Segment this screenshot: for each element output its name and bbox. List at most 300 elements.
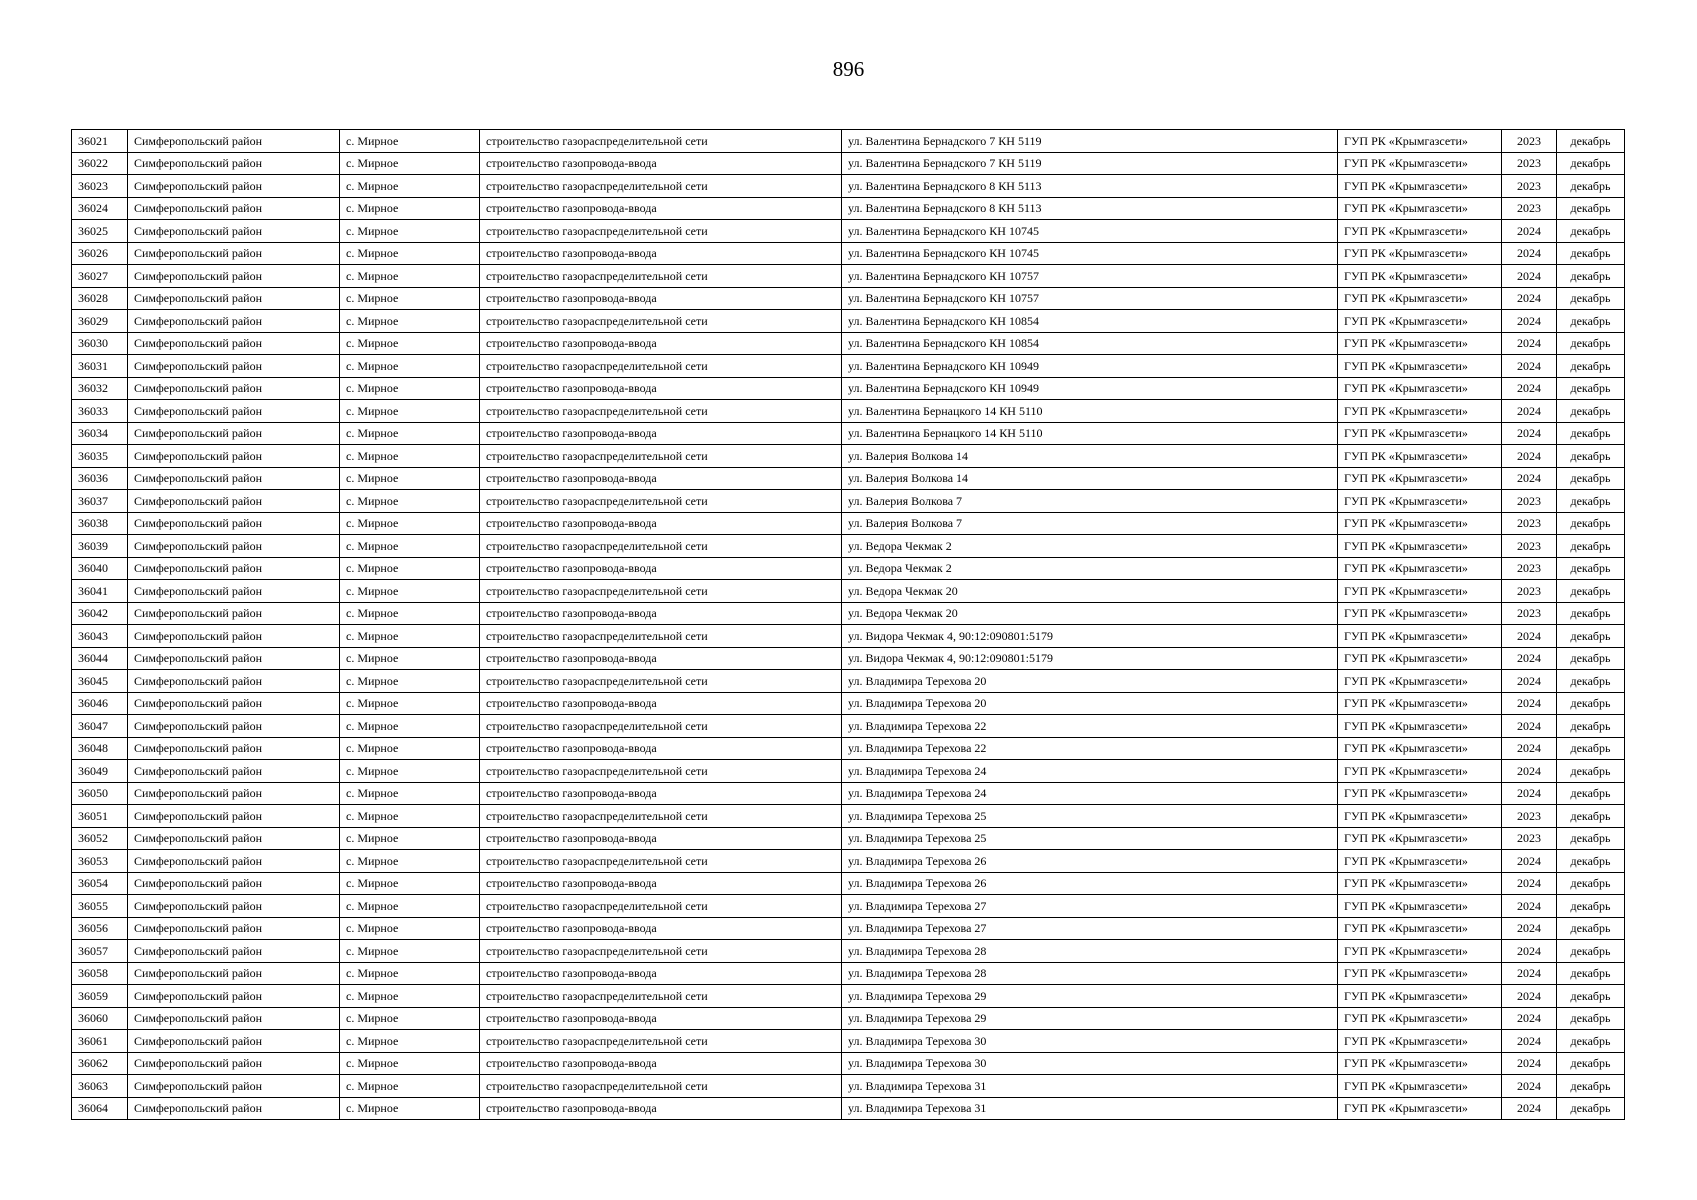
- organization-cell: ГУП РК «Крымгазсети»: [1338, 1007, 1502, 1030]
- year-cell: 2023: [1502, 512, 1557, 535]
- organization-cell: ГУП РК «Крымгазсети»: [1338, 827, 1502, 850]
- year-cell: 2023: [1502, 805, 1557, 828]
- district-cell: Симферопольский район: [128, 355, 340, 378]
- district-cell: Симферопольский район: [128, 265, 340, 288]
- table-row: [72, 917, 1625, 940]
- organization-cell: ГУП РК «Крымгазсети»: [1338, 895, 1502, 918]
- work-type-cell: строительство газораспределительной сети: [480, 175, 842, 198]
- organization-cell: ГУП РК «Крымгазсети»: [1338, 760, 1502, 783]
- district-cell: Симферопольский район: [128, 1030, 340, 1053]
- table-body: [72, 130, 1625, 1120]
- work-type-cell: строительство газораспределительной сети: [480, 265, 842, 288]
- district-cell: Симферопольский район: [128, 850, 340, 873]
- row-id: 36045: [72, 670, 128, 693]
- work-type-cell: строительство газопровода-ввода: [480, 377, 842, 400]
- organization-cell: ГУП РК «Крымгазсети»: [1338, 332, 1502, 355]
- address-cell: ул. Владимира Терехова 24: [842, 782, 1338, 805]
- year-cell: 2024: [1502, 715, 1557, 738]
- year-cell: 2023: [1502, 197, 1557, 220]
- district-cell: Симферопольский район: [128, 197, 340, 220]
- settlement-cell: с. Мирное: [340, 400, 480, 423]
- row-id: 36035: [72, 445, 128, 468]
- settlement-cell: с. Мирное: [340, 1052, 480, 1075]
- organization-cell: ГУП РК «Крымгазсети»: [1338, 602, 1502, 625]
- organization-cell: ГУП РК «Крымгазсети»: [1338, 647, 1502, 670]
- organization-cell: ГУП РК «Крымгазсети»: [1338, 130, 1502, 153]
- organization-cell: ГУП РК «Крымгазсети»: [1338, 850, 1502, 873]
- district-cell: Симферопольский район: [128, 535, 340, 558]
- district-cell: Симферопольский район: [128, 715, 340, 738]
- work-type-cell: строительство газораспределительной сети: [480, 535, 842, 558]
- table-row: [72, 782, 1625, 805]
- work-type-cell: строительство газораспределительной сети: [480, 850, 842, 873]
- address-cell: ул. Владимира Терехова 29: [842, 985, 1338, 1008]
- table-row: [72, 130, 1625, 153]
- row-id: 36052: [72, 827, 128, 850]
- month-cell: декабрь: [1557, 377, 1625, 400]
- table-row: [72, 985, 1625, 1008]
- row-id: 36053: [72, 850, 128, 873]
- address-cell: ул. Владимира Терехова 25: [842, 827, 1338, 850]
- district-cell: Симферопольский район: [128, 625, 340, 648]
- year-cell: 2024: [1502, 422, 1557, 445]
- table-row: [72, 1097, 1625, 1120]
- settlement-cell: с. Мирное: [340, 1097, 480, 1120]
- table-row: [72, 287, 1625, 310]
- district-cell: Симферопольский район: [128, 1052, 340, 1075]
- organization-cell: ГУП РК «Крымгазсети»: [1338, 175, 1502, 198]
- work-type-cell: строительство газопровода-ввода: [480, 1097, 842, 1120]
- row-id: 36036: [72, 467, 128, 490]
- year-cell: 2024: [1502, 332, 1557, 355]
- district-cell: Симферопольский район: [128, 692, 340, 715]
- district-cell: Симферопольский район: [128, 310, 340, 333]
- district-cell: Симферопольский район: [128, 242, 340, 265]
- settlement-cell: с. Мирное: [340, 467, 480, 490]
- year-cell: 2023: [1502, 827, 1557, 850]
- table-row: [72, 737, 1625, 760]
- table-row: [72, 1075, 1625, 1098]
- address-cell: ул. Валентина Бернацкого 14 КН 5110: [842, 400, 1338, 423]
- settlement-cell: с. Мирное: [340, 130, 480, 153]
- row-id: 36051: [72, 805, 128, 828]
- table-row: [72, 220, 1625, 243]
- year-cell: 2023: [1502, 580, 1557, 603]
- settlement-cell: с. Мирное: [340, 850, 480, 873]
- year-cell: 2024: [1502, 872, 1557, 895]
- table-row: [72, 715, 1625, 738]
- table-row: [72, 850, 1625, 873]
- work-type-cell: строительство газопровода-ввода: [480, 782, 842, 805]
- row-id: 36026: [72, 242, 128, 265]
- month-cell: декабрь: [1557, 175, 1625, 198]
- settlement-cell: с. Мирное: [340, 895, 480, 918]
- month-cell: декабрь: [1557, 557, 1625, 580]
- address-cell: ул. Владимира Терехова 25: [842, 805, 1338, 828]
- month-cell: декабрь: [1557, 895, 1625, 918]
- address-cell: ул. Владимира Терехова 22: [842, 737, 1338, 760]
- district-cell: Симферопольский район: [128, 287, 340, 310]
- month-cell: декабрь: [1557, 737, 1625, 760]
- year-cell: 2024: [1502, 355, 1557, 378]
- address-cell: ул. Ведора Чекмак 2: [842, 535, 1338, 558]
- organization-cell: ГУП РК «Крымгазсети»: [1338, 985, 1502, 1008]
- settlement-cell: с. Мирное: [340, 242, 480, 265]
- month-cell: декабрь: [1557, 152, 1625, 175]
- row-id: 36030: [72, 332, 128, 355]
- address-cell: ул. Владимира Терехова 28: [842, 940, 1338, 963]
- address-cell: ул. Владимира Терехова 27: [842, 895, 1338, 918]
- row-id: 36022: [72, 152, 128, 175]
- year-cell: 2024: [1502, 782, 1557, 805]
- row-id: 36037: [72, 490, 128, 513]
- table-row: [72, 760, 1625, 783]
- table-row: [72, 580, 1625, 603]
- settlement-cell: с. Мирное: [340, 647, 480, 670]
- year-cell: 2024: [1502, 760, 1557, 783]
- organization-cell: ГУП РК «Крымгазсети»: [1338, 670, 1502, 693]
- organization-cell: ГУП РК «Крымгазсети»: [1338, 940, 1502, 963]
- row-id: 36050: [72, 782, 128, 805]
- table-row: [72, 535, 1625, 558]
- month-cell: декабрь: [1557, 445, 1625, 468]
- settlement-cell: с. Мирное: [340, 782, 480, 805]
- table-row: [72, 805, 1625, 828]
- district-cell: Симферопольский район: [128, 940, 340, 963]
- row-id: 36044: [72, 647, 128, 670]
- year-cell: 2024: [1502, 670, 1557, 693]
- address-cell: ул. Видора Чекмак 4, 90:12:090801:5179: [842, 647, 1338, 670]
- year-cell: 2024: [1502, 1030, 1557, 1053]
- work-type-cell: строительство газопровода-ввода: [480, 197, 842, 220]
- address-cell: ул. Владимира Терехова 20: [842, 670, 1338, 693]
- table-row: [72, 467, 1625, 490]
- settlement-cell: с. Мирное: [340, 287, 480, 310]
- district-cell: Симферопольский район: [128, 827, 340, 850]
- address-cell: ул. Владимира Терехова 24: [842, 760, 1338, 783]
- settlement-cell: с. Мирное: [340, 332, 480, 355]
- district-cell: Симферопольский район: [128, 760, 340, 783]
- work-type-cell: строительство газопровода-ввода: [480, 557, 842, 580]
- month-cell: декабрь: [1557, 1007, 1625, 1030]
- district-cell: Симферопольский район: [128, 985, 340, 1008]
- month-cell: декабрь: [1557, 760, 1625, 783]
- organization-cell: ГУП РК «Крымгазсети»: [1338, 782, 1502, 805]
- month-cell: декабрь: [1557, 1075, 1625, 1098]
- address-cell: ул. Владимира Терехова 30: [842, 1030, 1338, 1053]
- table-row: [72, 647, 1625, 670]
- month-cell: декабрь: [1557, 490, 1625, 513]
- district-cell: Симферопольский район: [128, 332, 340, 355]
- year-cell: 2024: [1502, 400, 1557, 423]
- district-cell: Симферопольский район: [128, 557, 340, 580]
- month-cell: декабрь: [1557, 602, 1625, 625]
- work-type-cell: строительство газораспределительной сети: [480, 580, 842, 603]
- settlement-cell: с. Мирное: [340, 512, 480, 535]
- district-cell: Симферопольский район: [128, 1007, 340, 1030]
- row-id: 36064: [72, 1097, 128, 1120]
- row-id: 36054: [72, 872, 128, 895]
- address-cell: ул. Валентина Бернадского КН 10757: [842, 287, 1338, 310]
- year-cell: 2024: [1502, 310, 1557, 333]
- address-cell: ул. Владимира Терехова 31: [842, 1075, 1338, 1098]
- work-type-cell: строительство газораспределительной сети: [480, 220, 842, 243]
- district-cell: Симферопольский район: [128, 670, 340, 693]
- organization-cell: ГУП РК «Крымгазсети»: [1338, 1097, 1502, 1120]
- address-cell: ул. Валерия Волкова 7: [842, 512, 1338, 535]
- settlement-cell: с. Мирное: [340, 422, 480, 445]
- work-type-cell: строительство газопровода-ввода: [480, 1007, 842, 1030]
- district-cell: Симферопольский район: [128, 490, 340, 513]
- organization-cell: ГУП РК «Крымгазсети»: [1338, 242, 1502, 265]
- year-cell: 2024: [1502, 940, 1557, 963]
- district-cell: Симферопольский район: [128, 422, 340, 445]
- table-row: [72, 197, 1625, 220]
- organization-cell: ГУП РК «Крымгазсети»: [1338, 557, 1502, 580]
- district-cell: Симферопольский район: [128, 467, 340, 490]
- row-id: 36057: [72, 940, 128, 963]
- work-type-cell: строительство газопровода-ввода: [480, 512, 842, 535]
- address-cell: ул. Валерия Волкова 14: [842, 467, 1338, 490]
- table-row: [72, 940, 1625, 963]
- settlement-cell: с. Мирное: [340, 715, 480, 738]
- address-cell: ул. Валентина Бернадского КН 10949: [842, 355, 1338, 378]
- address-cell: ул. Владимира Терехова 26: [842, 850, 1338, 873]
- work-type-cell: строительство газораспределительной сети: [480, 400, 842, 423]
- organization-cell: ГУП РК «Крымгазсети»: [1338, 872, 1502, 895]
- month-cell: декабрь: [1557, 940, 1625, 963]
- district-cell: Симферопольский район: [128, 805, 340, 828]
- address-cell: ул. Владимира Терехова 22: [842, 715, 1338, 738]
- settlement-cell: с. Мирное: [340, 872, 480, 895]
- organization-cell: ГУП РК «Крымгазсети»: [1338, 467, 1502, 490]
- settlement-cell: с. Мирное: [340, 1075, 480, 1098]
- organization-cell: ГУП РК «Крымгазсети»: [1338, 422, 1502, 445]
- month-cell: декабрь: [1557, 580, 1625, 603]
- district-cell: Симферопольский район: [128, 647, 340, 670]
- settlement-cell: с. Мирное: [340, 962, 480, 985]
- month-cell: декабрь: [1557, 850, 1625, 873]
- row-id: 36023: [72, 175, 128, 198]
- work-type-cell: строительство газопровода-ввода: [480, 917, 842, 940]
- address-cell: ул. Владимира Терехова 30: [842, 1052, 1338, 1075]
- address-cell: ул. Валентина Бернадского КН 10745: [842, 242, 1338, 265]
- row-id: 36031: [72, 355, 128, 378]
- work-type-cell: строительство газопровода-ввода: [480, 332, 842, 355]
- organization-cell: ГУП РК «Крымгазсети»: [1338, 287, 1502, 310]
- settlement-cell: с. Мирное: [340, 737, 480, 760]
- work-type-cell: строительство газораспределительной сети: [480, 670, 842, 693]
- month-cell: декабрь: [1557, 265, 1625, 288]
- organization-cell: ГУП РК «Крымгазсети»: [1338, 490, 1502, 513]
- organization-cell: ГУП РК «Крымгазсети»: [1338, 962, 1502, 985]
- row-id: 36061: [72, 1030, 128, 1053]
- year-cell: 2024: [1502, 985, 1557, 1008]
- district-cell: Симферопольский район: [128, 175, 340, 198]
- district-cell: Симферопольский район: [128, 130, 340, 153]
- address-cell: ул. Валерия Волкова 7: [842, 490, 1338, 513]
- year-cell: 2024: [1502, 1007, 1557, 1030]
- table-row: [72, 557, 1625, 580]
- row-id: 36041: [72, 580, 128, 603]
- district-cell: Симферопольский район: [128, 445, 340, 468]
- table-row: [72, 242, 1625, 265]
- month-cell: декабрь: [1557, 220, 1625, 243]
- settlement-cell: с. Мирное: [340, 760, 480, 783]
- month-cell: декабрь: [1557, 985, 1625, 1008]
- organization-cell: ГУП РК «Крымгазсети»: [1338, 152, 1502, 175]
- settlement-cell: с. Мирное: [340, 985, 480, 1008]
- work-type-cell: строительство газопровода-ввода: [480, 422, 842, 445]
- year-cell: 2023: [1502, 602, 1557, 625]
- work-type-cell: строительство газопровода-ввода: [480, 647, 842, 670]
- work-type-cell: строительство газопровода-ввода: [480, 872, 842, 895]
- work-type-cell: строительство газораспределительной сети: [480, 895, 842, 918]
- organization-cell: ГУП РК «Крымгазсети»: [1338, 1030, 1502, 1053]
- organization-cell: ГУП РК «Крымгазсети»: [1338, 917, 1502, 940]
- district-cell: Симферопольский район: [128, 1097, 340, 1120]
- organization-cell: ГУП РК «Крымгазсети»: [1338, 580, 1502, 603]
- page-number: 896: [832, 57, 865, 81]
- address-cell: ул. Владимира Терехова 26: [842, 872, 1338, 895]
- year-cell: 2024: [1502, 377, 1557, 400]
- month-cell: декабрь: [1557, 962, 1625, 985]
- month-cell: декабрь: [1557, 535, 1625, 558]
- table-row: [72, 265, 1625, 288]
- address-cell: ул. Валентина Бернадского КН 10757: [842, 265, 1338, 288]
- settlement-cell: с. Мирное: [340, 220, 480, 243]
- year-cell: 2024: [1502, 265, 1557, 288]
- organization-cell: ГУП РК «Крымгазсети»: [1338, 400, 1502, 423]
- settlement-cell: с. Мирное: [340, 355, 480, 378]
- table-row: [72, 872, 1625, 895]
- address-cell: ул. Ведора Чекмак 2: [842, 557, 1338, 580]
- month-cell: декабрь: [1557, 512, 1625, 535]
- work-type-cell: строительство газопровода-ввода: [480, 242, 842, 265]
- month-cell: декабрь: [1557, 1052, 1625, 1075]
- year-cell: 2024: [1502, 962, 1557, 985]
- table-row: [72, 377, 1625, 400]
- organization-cell: ГУП РК «Крымгазсети»: [1338, 377, 1502, 400]
- month-cell: декабрь: [1557, 1030, 1625, 1053]
- address-cell: ул. Ведора Чекмак 20: [842, 602, 1338, 625]
- organization-cell: ГУП РК «Крымгазсети»: [1338, 805, 1502, 828]
- address-cell: ул. Валентина Бернадского КН 10854: [842, 332, 1338, 355]
- row-id: 36040: [72, 557, 128, 580]
- month-cell: декабрь: [1557, 355, 1625, 378]
- district-cell: Симферопольский район: [128, 377, 340, 400]
- district-cell: Симферопольский район: [128, 737, 340, 760]
- month-cell: декабрь: [1557, 310, 1625, 333]
- year-cell: 2024: [1502, 287, 1557, 310]
- district-cell: Симферопольский район: [128, 400, 340, 423]
- address-cell: ул. Видора Чекмак 4, 90:12:090801:5179: [842, 625, 1338, 648]
- table-row: [72, 175, 1625, 198]
- table-row: [72, 355, 1625, 378]
- settlement-cell: с. Мирное: [340, 265, 480, 288]
- year-cell: 2024: [1502, 917, 1557, 940]
- district-cell: Симферопольский район: [128, 152, 340, 175]
- year-cell: 2024: [1502, 467, 1557, 490]
- organization-cell: ГУП РК «Крымгазсети»: [1338, 535, 1502, 558]
- work-type-cell: строительство газораспределительной сети: [480, 130, 842, 153]
- row-id: 36032: [72, 377, 128, 400]
- organization-cell: ГУП РК «Крымгазсети»: [1338, 715, 1502, 738]
- table-row: [72, 962, 1625, 985]
- organization-cell: ГУП РК «Крымгазсети»: [1338, 625, 1502, 648]
- address-cell: ул. Владимира Терехова 28: [842, 962, 1338, 985]
- address-cell: ул. Валентина Бернадского КН 10745: [842, 220, 1338, 243]
- year-cell: 2024: [1502, 850, 1557, 873]
- month-cell: декабрь: [1557, 715, 1625, 738]
- month-cell: декабрь: [1557, 872, 1625, 895]
- settlement-cell: с. Мирное: [340, 1030, 480, 1053]
- row-id: 36027: [72, 265, 128, 288]
- row-id: 36062: [72, 1052, 128, 1075]
- district-cell: Симферопольский район: [128, 220, 340, 243]
- year-cell: 2024: [1502, 220, 1557, 243]
- row-id: 36046: [72, 692, 128, 715]
- year-cell: 2023: [1502, 152, 1557, 175]
- settlement-cell: с. Мирное: [340, 175, 480, 198]
- row-id: 36024: [72, 197, 128, 220]
- row-id: 36021: [72, 130, 128, 153]
- work-type-cell: строительство газораспределительной сети: [480, 985, 842, 1008]
- district-cell: Симферопольский район: [128, 962, 340, 985]
- year-cell: 2024: [1502, 445, 1557, 468]
- organization-cell: ГУП РК «Крымгазсети»: [1338, 197, 1502, 220]
- table-row: [72, 152, 1625, 175]
- address-cell: ул. Валентина Бернадского 7 КН 5119: [842, 130, 1338, 153]
- month-cell: декабрь: [1557, 197, 1625, 220]
- settlement-cell: с. Мирное: [340, 940, 480, 963]
- settlement-cell: с. Мирное: [340, 445, 480, 468]
- work-type-cell: строительство газопровода-ввода: [480, 962, 842, 985]
- address-cell: ул. Валерия Волкова 14: [842, 445, 1338, 468]
- settlement-cell: с. Мирное: [340, 670, 480, 693]
- district-cell: Симферопольский район: [128, 872, 340, 895]
- table-row: [72, 602, 1625, 625]
- month-cell: декабрь: [1557, 1097, 1625, 1120]
- table-row: [72, 827, 1625, 850]
- table-row: [72, 512, 1625, 535]
- row-id: 36038: [72, 512, 128, 535]
- table-row: [72, 692, 1625, 715]
- settlement-cell: с. Мирное: [340, 805, 480, 828]
- table-row: [72, 445, 1625, 468]
- gas-objects-table: [71, 129, 1625, 1120]
- work-type-cell: строительство газопровода-ввода: [480, 152, 842, 175]
- month-cell: декабрь: [1557, 692, 1625, 715]
- work-type-cell: строительство газопровода-ввода: [480, 602, 842, 625]
- month-cell: декабрь: [1557, 670, 1625, 693]
- table-row: [72, 895, 1625, 918]
- settlement-cell: с. Мирное: [340, 310, 480, 333]
- work-type-cell: строительство газораспределительной сети: [480, 760, 842, 783]
- row-id: 36059: [72, 985, 128, 1008]
- table-row: [72, 400, 1625, 423]
- settlement-cell: с. Мирное: [340, 917, 480, 940]
- address-cell: ул. Владимира Терехова 27: [842, 917, 1338, 940]
- month-cell: декабрь: [1557, 782, 1625, 805]
- organization-cell: ГУП РК «Крымгазсети»: [1338, 445, 1502, 468]
- work-type-cell: строительство газопровода-ввода: [480, 1052, 842, 1075]
- year-cell: 2023: [1502, 535, 1557, 558]
- district-cell: Симферопольский район: [128, 602, 340, 625]
- address-cell: ул. Валентина Бернадского 7 КН 5119: [842, 152, 1338, 175]
- work-type-cell: строительство газораспределительной сети: [480, 1030, 842, 1053]
- year-cell: 2024: [1502, 1097, 1557, 1120]
